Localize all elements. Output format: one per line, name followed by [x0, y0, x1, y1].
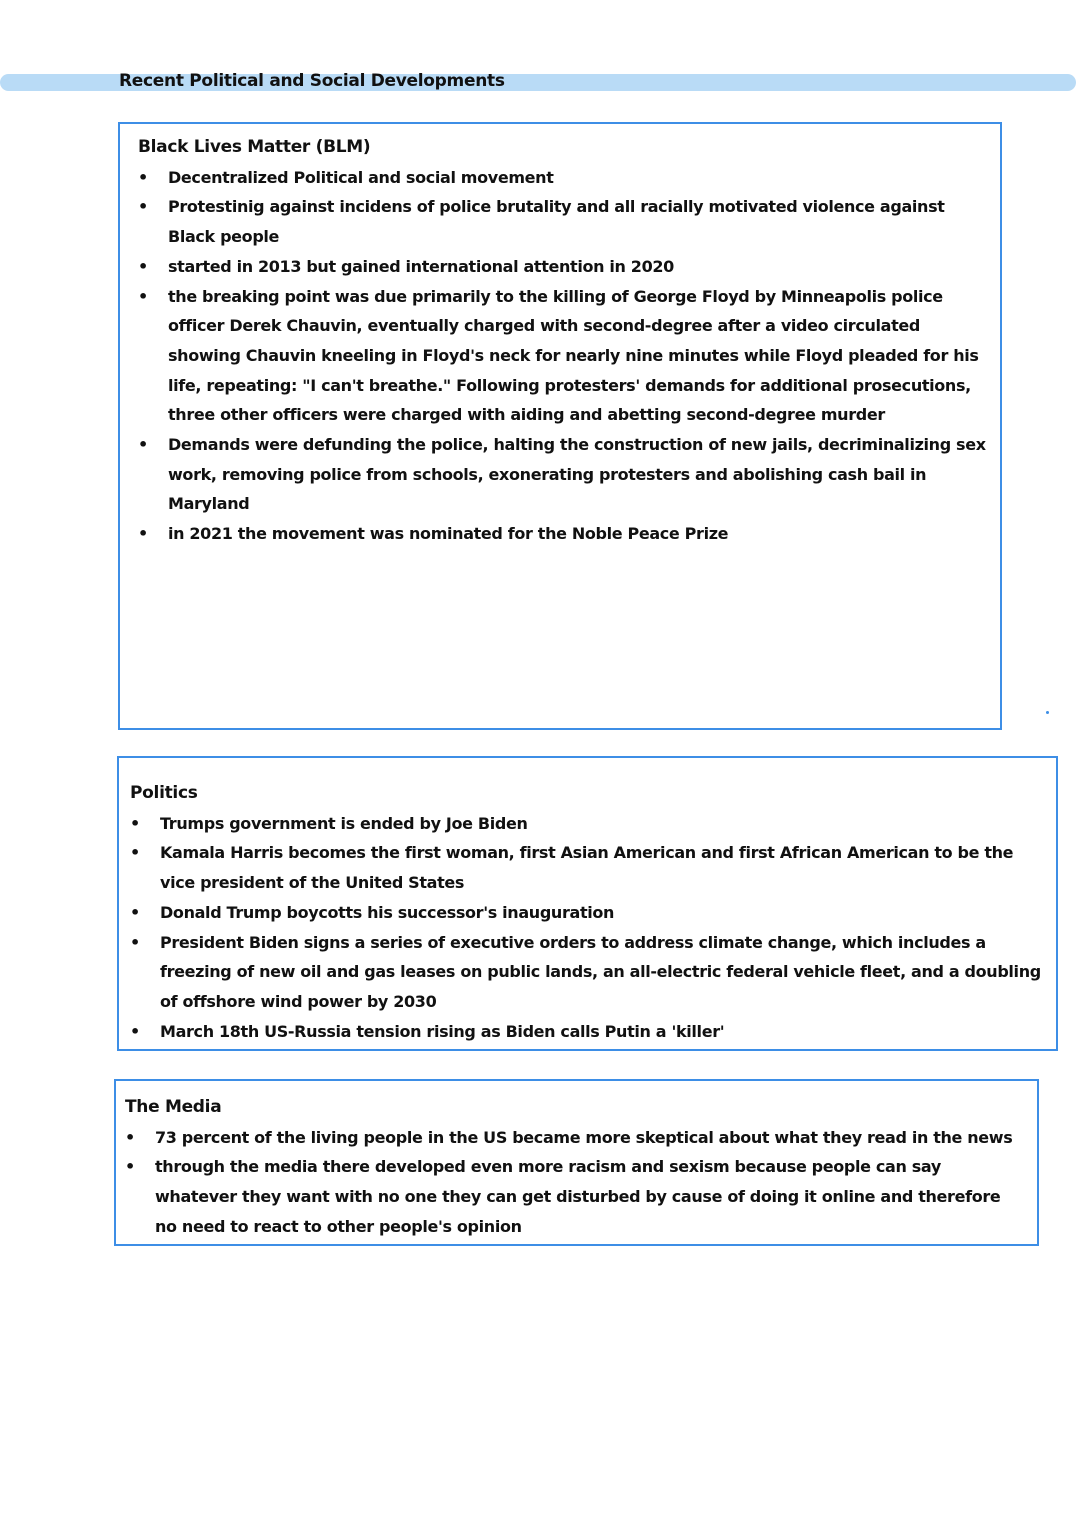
list-item-text: the breaking point was due primarily to the killing of George Floyd by Minneapolis police officer Derek Chauvin, eventually charged with second-degree after a video circulated showing Chauvin kneeling in Floyd's neck for nearly nine minutes while Floyd pleaded for his life, repeating: "I can't breathe." Following protesters' demands for additional prosecutions, three other officers were charged with aiding and abetting second-degree murder: [168, 286, 979, 425]
list-item-text: through the media there developed even more racism and sexism because people can say whatever they want with no one they can get disturbed by cause of doing it online and therefore no need to react to other people's opinion: [155, 1157, 1001, 1236]
list-item-text: started in 2013 but gained international attention in 2020: [168, 256, 674, 276]
list-item: [130, 928, 1048, 1017]
list-item-text: 73 percent of the living people in the US became more skeptical about what they read in the news: [155, 1127, 1013, 1147]
bullet-icon: •: [130, 932, 140, 952]
stray-dot-mark: [1046, 711, 1049, 714]
bullet-icon: •: [138, 167, 148, 187]
list-item: [138, 192, 986, 251]
bullet-icon: •: [138, 435, 148, 455]
bullet-list: [125, 1123, 1023, 1242]
bullet-icon: •: [138, 256, 148, 276]
bullet-icon: •: [138, 286, 148, 306]
section-media: [114, 1079, 1039, 1246]
list-item-text: Kamala Harris becomes the first woman, first Asian American and first African American to be the vice president of the United States: [160, 843, 1014, 893]
bullet-icon: •: [130, 813, 140, 833]
bullet-icon: •: [130, 1021, 140, 1041]
list-item: [125, 1152, 1023, 1241]
bullet-icon: •: [130, 902, 140, 922]
list-item-text: Donald Trump boycotts his successor's inauguration: [160, 902, 615, 922]
list-item-text: President Biden signs a series of executive orders to address climate change, which includes a freezing of new oil and gas leases on public lands, an all-electric federal vehicle fleet, and a doubling of offshore wind power by 2030: [160, 932, 1041, 1011]
list-item: [130, 838, 1048, 897]
page-title: Recent Political and Social Developments: [119, 71, 505, 91]
list-item: [138, 252, 986, 282]
section-heading: Politics: [130, 783, 198, 803]
bullet-icon: •: [125, 1127, 135, 1147]
list-item: [138, 163, 986, 193]
list-item-text: Decentralized Political and social movement: [168, 167, 554, 187]
bullet-icon: •: [138, 197, 148, 217]
list-item-text: March 18th US-Russia tension rising as Biden calls Putin a 'killer': [160, 1021, 725, 1041]
section-heading: The Media: [125, 1097, 222, 1117]
section-blm: [118, 122, 1002, 730]
list-item: [130, 1017, 1048, 1047]
list-item: [138, 430, 986, 519]
list-item-text: Trumps government is ended by Joe Biden: [160, 813, 528, 833]
list-item: [130, 898, 1048, 928]
bullet-icon: •: [125, 1157, 135, 1177]
list-item-text: in 2021 the movement was nominated for the Noble Peace Prize: [168, 524, 729, 544]
section-heading: Black Lives Matter (BLM): [138, 137, 371, 157]
list-item-text: Demands were defunding the police, halting the construction of new jails, decriminalizing sex work, removing police from schools, exonerating protesters and abolishing cash bail in Maryland: [168, 435, 986, 514]
list-item: [130, 809, 1048, 839]
list-item: [125, 1123, 1023, 1153]
bullet-list: [130, 809, 1048, 1047]
bullet-list: [138, 163, 986, 549]
bullet-icon: •: [130, 843, 140, 863]
list-item: [138, 519, 986, 549]
section-politics: [117, 756, 1058, 1051]
list-item: [138, 282, 986, 431]
bullet-icon: •: [138, 524, 148, 544]
list-item-text: Protestinig against incidens of police brutality and all racially motivated violence against Black people: [168, 197, 945, 247]
